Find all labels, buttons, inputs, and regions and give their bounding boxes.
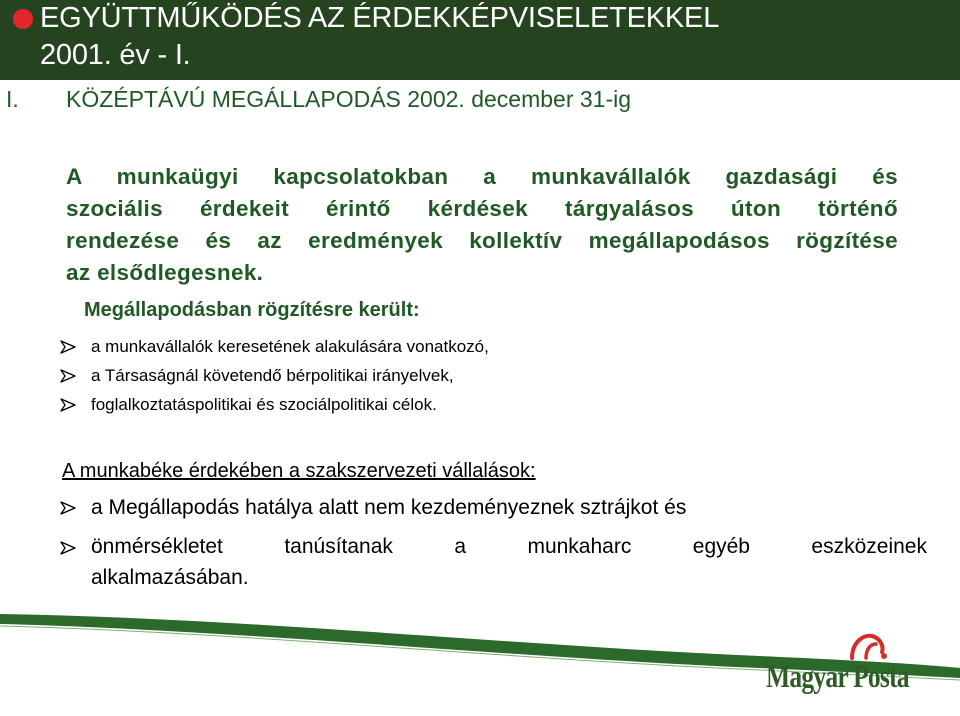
slide-title-line1: EGYÜTTMŰKÖDÉS AZ ÉRDEKKÉPVISELETEKKEL <box>40 2 720 34</box>
list-item <box>60 492 927 523</box>
list-item-text: a Megállapodás hatálya alatt nem kezdeményeznek sztrájkot és <box>91 496 687 519</box>
list-item <box>60 390 489 419</box>
section-title: KÖZÉPTÁVÚ MEGÁLLAPODÁS 2002. december 31-ig <box>66 86 632 112</box>
agreement-heading: Megállapodásban rögzítésre került: <box>84 299 420 321</box>
arrowhead-bullet-icon <box>60 398 76 412</box>
list-item <box>60 531 927 593</box>
list-item-text: alkalmazásában. <box>91 566 249 589</box>
commitment-heading: A munkabéke érdekében a szakszervezeti vállalások: <box>62 460 536 482</box>
list-item-text: foglalkoztatáspolitikai és szociálpolitikai célok. <box>91 395 437 414</box>
title-bar <box>0 0 960 80</box>
arrowhead-bullet-icon <box>60 340 76 354</box>
intro-paragraph <box>66 161 898 289</box>
arrowhead-bullet-icon <box>60 501 76 515</box>
commitment-list <box>60 492 927 593</box>
section-number: I. <box>6 86 19 112</box>
list-item-text: a munkavállalók keresetének alakulására vonatkozó, <box>91 337 489 356</box>
intro-line: A munkaügyi kapcsolatokban a munkavállalók gazdasági és <box>66 164 898 189</box>
title-bullet-icon <box>13 9 33 29</box>
arrowhead-bullet-icon <box>60 369 76 383</box>
list-item-text: a Társaságnál követendő bérpolitikai irányelvek, <box>91 366 454 385</box>
list-item <box>60 332 489 361</box>
slide-title-line2: 2001. év - I. <box>40 39 191 71</box>
list-item <box>60 361 489 390</box>
intro-line: rendezése és az eredmények kollektív megállapodásos rögzítése <box>66 228 898 253</box>
list-item-text: önmérsékletet tanúsítanak a munkaharc egyéb eszközeinek <box>91 535 927 558</box>
intro-line: szociális érdekeit érintő kérdések tárgyalásos úton történő <box>66 196 898 221</box>
intro-line: az elsődlegesnek. <box>66 260 264 285</box>
magyar-posta-logo: Magyar Posta <box>766 658 909 694</box>
arrowhead-bullet-icon <box>60 541 76 555</box>
agreement-list <box>60 332 489 419</box>
